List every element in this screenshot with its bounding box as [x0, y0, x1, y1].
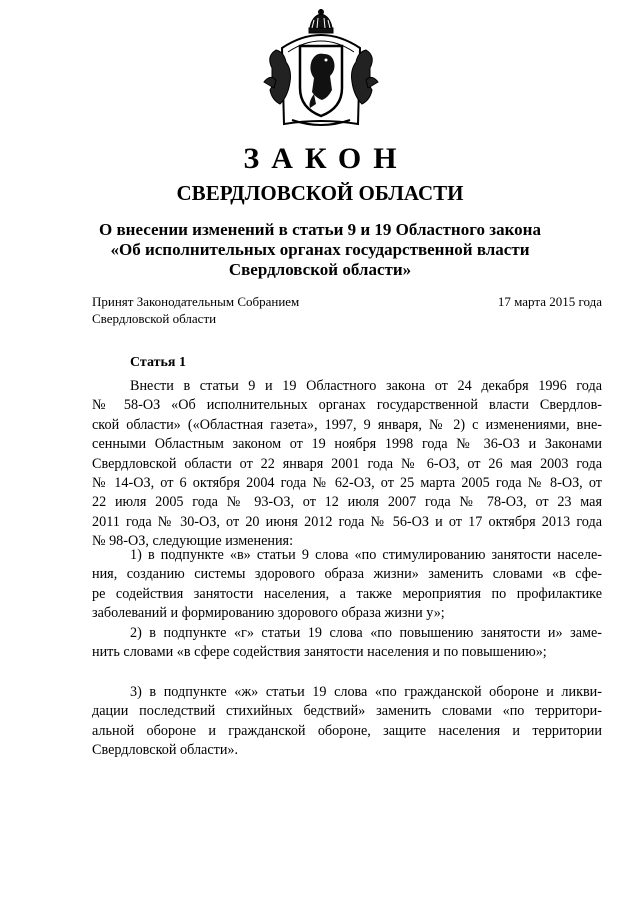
- paragraph-line: дации последствий стихийных бедствий» заменить словами «по территори-: [92, 703, 602, 720]
- amendment-item-1: [92, 546, 602, 624]
- paragraph-line: заболеваний и формированию здорового образа жизни у»;: [92, 605, 445, 622]
- law-subject-line: Свердловской области»: [228, 260, 412, 279]
- paragraph-line: ния, созданию системы здорового образа жизни» заменить словами «в сфе-: [92, 566, 602, 583]
- amendment-item-3: [92, 683, 602, 761]
- paragraph-line: 2011 года № 30-ОЗ, от 20 июня 2012 года № 56-ОЗ и от 17 октября 2013 года: [92, 513, 602, 530]
- coat-of-arms-icon: [262, 8, 380, 130]
- paragraph-line: Свердловской области».: [92, 742, 239, 759]
- article-intro-paragraph: [92, 377, 602, 552]
- paragraph-line: 2) в подпункте «г» статьи 19 слова «по повышению занятости и» заме-: [130, 625, 602, 641]
- amendment-item-2: [92, 624, 602, 663]
- law-subject-line: «Об исполнительных органах государственной власти: [110, 240, 530, 259]
- paragraph-line: альной обороне и гражданской обороне, защите населения и территории: [92, 722, 602, 739]
- paragraph-line: Свердловской области от 22 января 2001 года № 6-ОЗ, от 26 мая 2003 года: [92, 455, 602, 472]
- law-region: СВЕРДЛОВСКОЙ ОБЛАСТИ: [176, 181, 464, 205]
- adopted-by-line: Принят Законодательным Собранием: [92, 294, 300, 309]
- paragraph-line: № 14-ОЗ, от 6 октября 2004 года № 62-ОЗ, от 25 марта 2005 года № 8-ОЗ, от: [92, 475, 602, 492]
- adopted-by-line: Свердловской области: [92, 311, 217, 326]
- paragraph-line: № 98-ОЗ, следующие изменения:: [92, 533, 294, 550]
- paragraph-line: 22 июля 2005 года № 93-ОЗ, от 12 июля 2007 года № 78-ОЗ, от 23 мая: [92, 494, 602, 511]
- paragraph-line: № 58-ОЗ «Об исполнительных органах государственной власти Свердлов-: [92, 397, 602, 414]
- paragraph-line: ре содействия занятости населения, а также мероприятия по профилактике: [92, 585, 602, 602]
- paragraph-line: нить словами «в сфере содействия занятости населения и по повышению»;: [92, 644, 547, 661]
- law-subject: [0, 220, 640, 280]
- adoption-date: 17 марта 2015 года: [497, 294, 602, 309]
- paragraph-line: Внести в статьи 9 и 19 Областного закона от 24 декабря 1996 года: [130, 378, 602, 394]
- paragraph-line: ской области» («Областная газета», 1997, 9 января, № 2) с изменениями, вне-: [92, 416, 602, 433]
- paragraph-line: 1) в подпункте «в» статьи 9 слова «по стимулированию занятости населе-: [130, 547, 602, 563]
- adopted-by: [92, 293, 352, 327]
- law-subject-line: О внесении изменений в статьи 9 и 19 Областного закона: [99, 220, 541, 239]
- paragraph-line: сенными Областным законом от 19 ноября 1998 года № 36-ОЗ и Законами: [92, 436, 602, 453]
- article-heading: Статья 1: [130, 355, 186, 370]
- paragraph-line: 3) в подпункте «ж» статьи 19 слова «по гражданской обороне и ликви-: [130, 684, 602, 700]
- law-title: ЗАКОН: [243, 142, 409, 175]
